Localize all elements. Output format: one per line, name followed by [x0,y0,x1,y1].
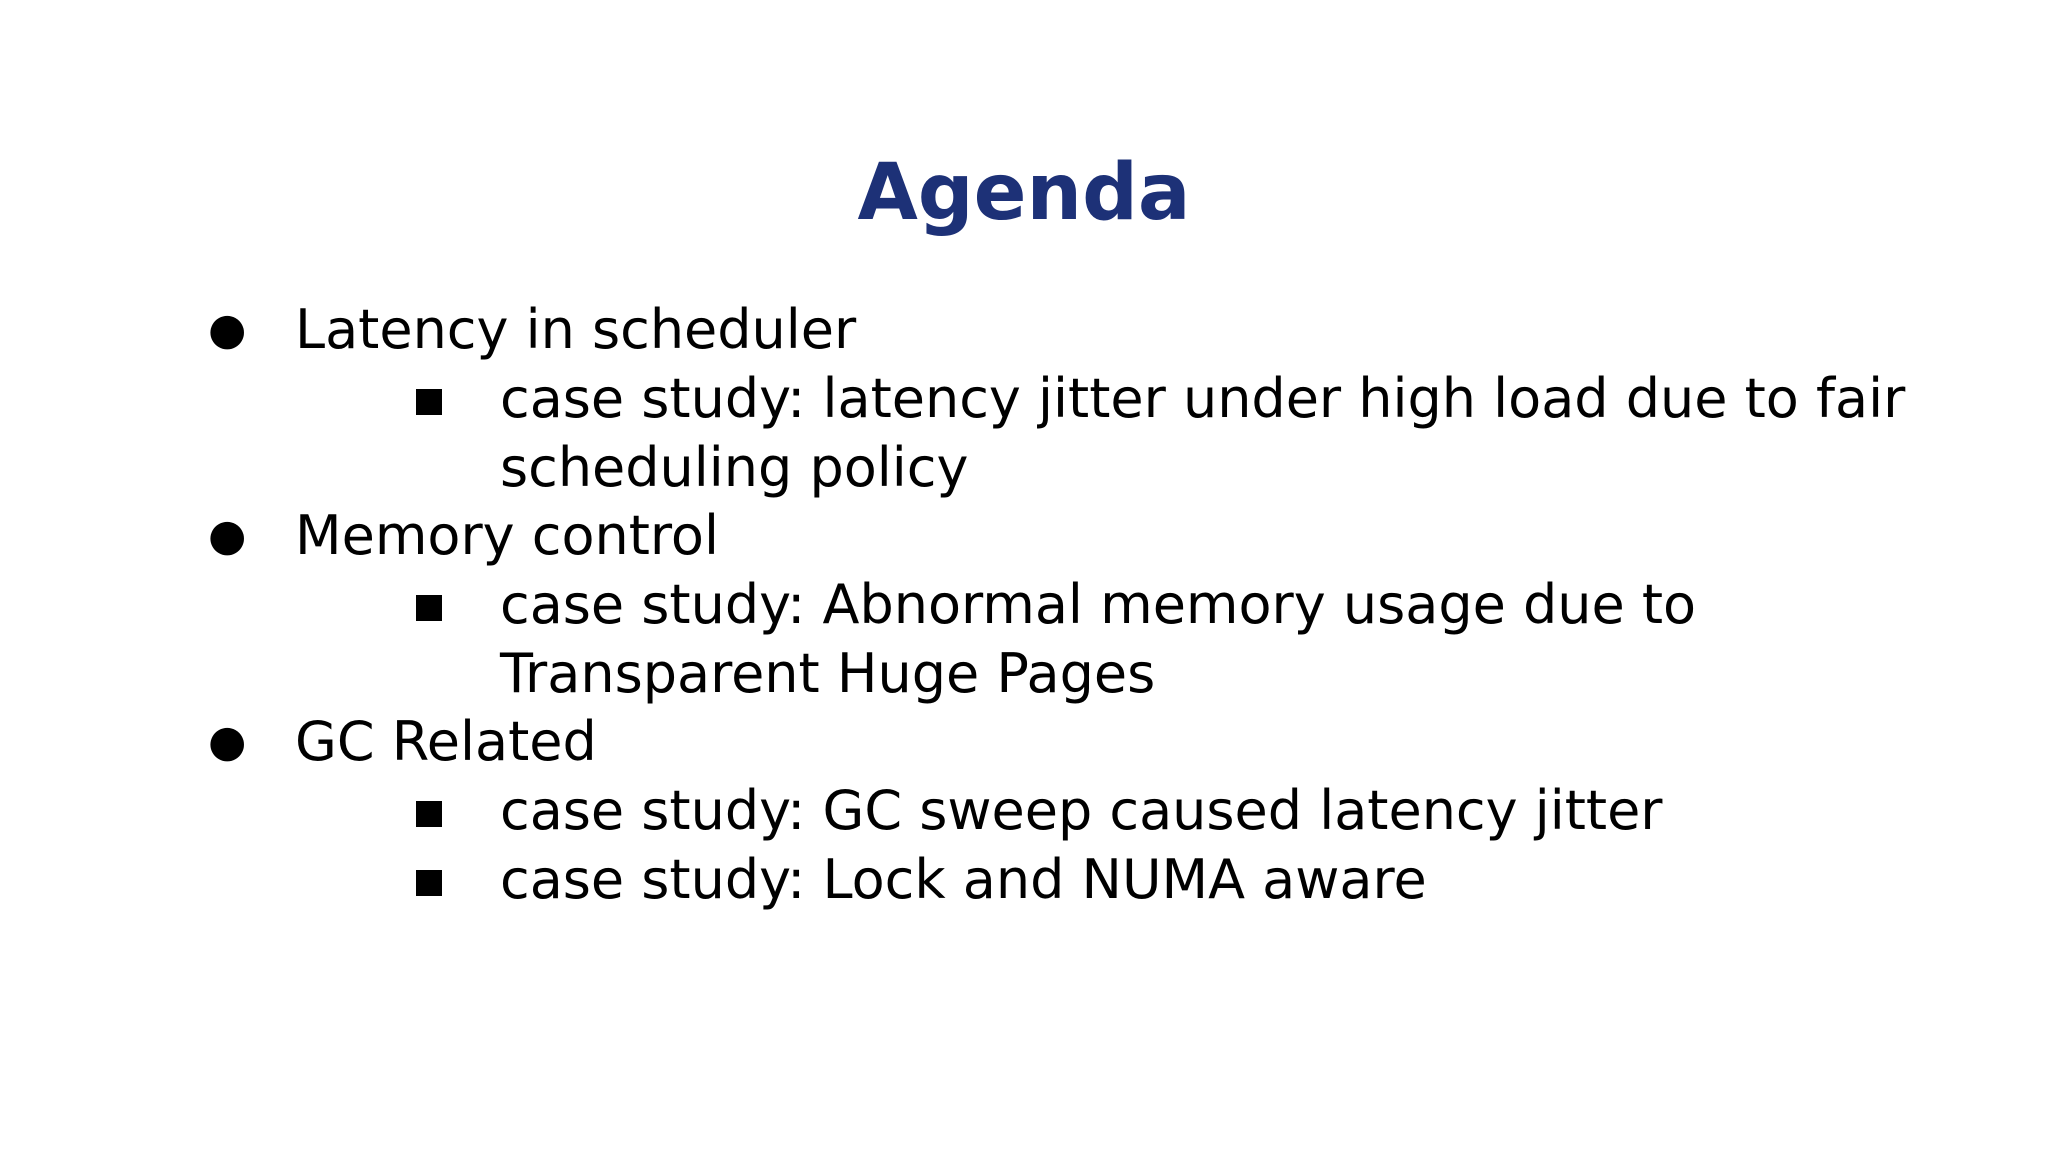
sub-item-line: case study: Lock and NUMA aware [500,848,1427,911]
section-label: Latency in scheduler [295,298,857,361]
bullet-dot-icon: ● [208,304,247,355]
sub-item-line: case study: GC sweep caused latency jitter [500,779,1663,842]
sub-item-line: scheduling policy [500,436,969,499]
bullet-square-icon [416,595,442,621]
slide-title: Agenda [857,148,1191,238]
section-label: GC Related [295,710,597,773]
sub-item-line: Transparent Huge Pages [500,642,1156,705]
bullet-square-icon [416,870,442,896]
bullet-square-icon [416,389,442,415]
bullet-square-icon [416,801,442,827]
sub-item-line: case study: latency jitter under high load due to fair [500,367,1906,430]
sub-item-line: case study: Abnormal memory usage due to [500,573,1697,636]
bullet-dot-icon: ● [208,716,247,767]
bullet-dot-icon: ● [208,510,247,561]
section-label: Memory control [295,504,719,567]
